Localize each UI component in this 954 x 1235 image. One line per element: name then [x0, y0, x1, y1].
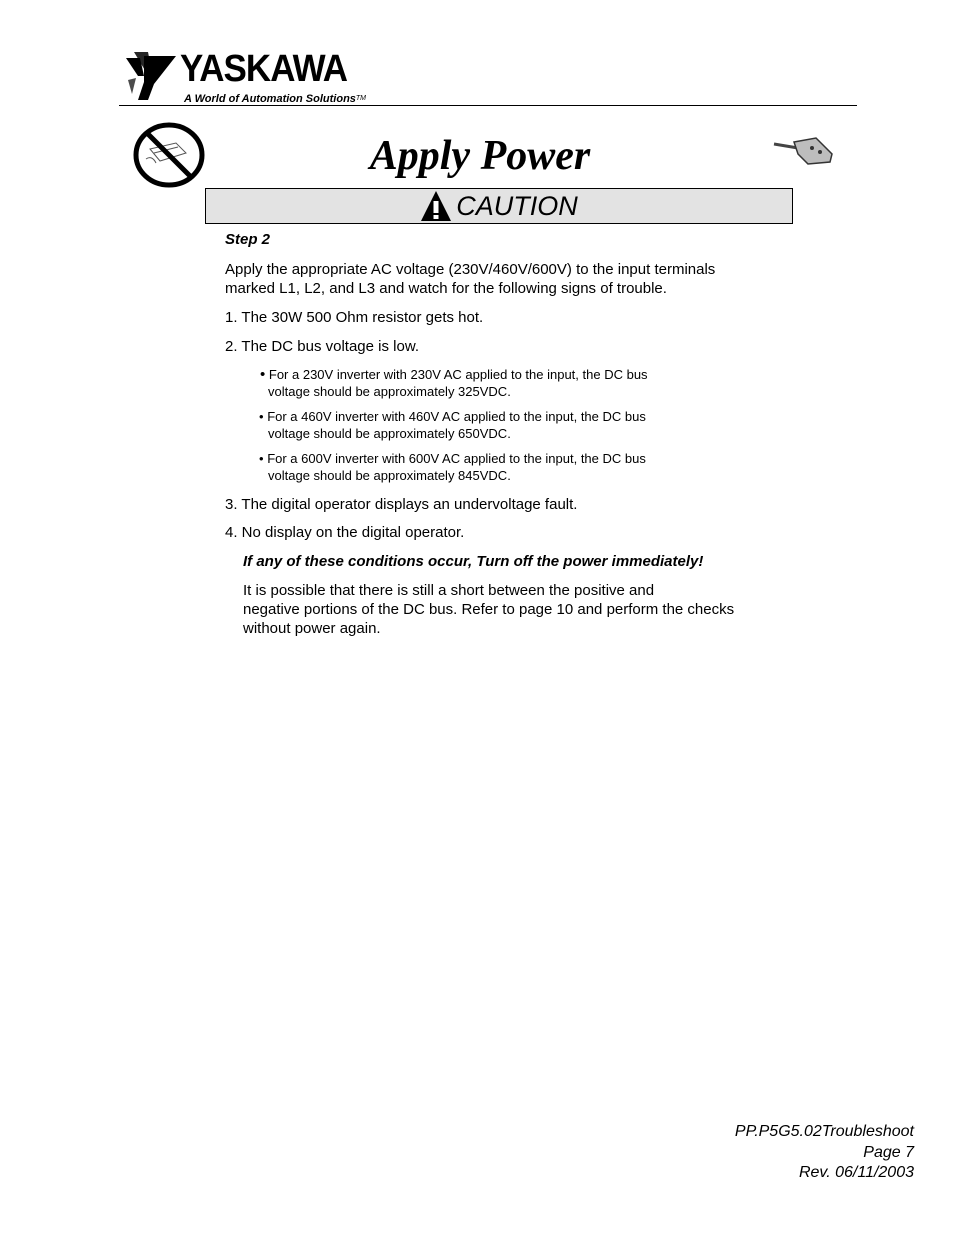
bullet-continuation: voltage should be approximately 650VDC. [268, 426, 511, 441]
warning-text: If any of these conditions occur, Turn off the power immediately! [243, 553, 704, 570]
bullet-continuation: voltage should be approximately 845VDC. [268, 468, 511, 483]
no-circle-icon [132, 121, 206, 189]
step-heading: Step 2 [225, 231, 271, 248]
brand-name: YASKAWA [180, 48, 348, 90]
bullet-continuation: voltage should be approximately 325VDC. [268, 384, 511, 399]
header-divider [119, 105, 857, 106]
list-item: 1. The 30W 500 Ohm resistor gets hot. [225, 309, 484, 326]
bullet-item [259, 450, 646, 467]
brand-tagline [184, 92, 366, 106]
bullet-mark: • [259, 409, 264, 424]
tagline-text: A World of Automation Solutions [184, 93, 356, 105]
note-line: without power again. [243, 620, 381, 637]
bullet-mark: • [259, 451, 264, 466]
yaskawa-logo-icon [124, 50, 180, 102]
intro-line: marked L1, L2, and L3 and watch for the following signs of trouble. [225, 280, 667, 297]
bullet-mark: • [260, 366, 266, 383]
bullet-text: For a 600V inverter with 600V AC applied to the input, the DC bus [267, 451, 646, 466]
note-line: negative portions of the DC bus. Refer to page 10 and perform the checks [243, 601, 735, 618]
bullet-text: For a 230V inverter with 230V AC applied to the input, the DC bus [268, 367, 648, 382]
list-item: 2. The DC bus voltage is low. [225, 338, 419, 355]
page-title: Apply Power [369, 133, 591, 179]
list-item: 4. No display on the digital operator. [225, 524, 465, 541]
warning-triangle-icon [420, 190, 452, 222]
list-item: 3. The digital operator displays an undervoltage fault. [225, 496, 578, 513]
bullet-item [259, 408, 646, 425]
intro-line: Apply the appropriate AC voltage (230V/460V/600V) to the input terminals [225, 261, 716, 278]
bullet-text: For a 460V inverter with 460V AC applied to the input, the DC bus [267, 409, 646, 424]
bullet-item [260, 366, 648, 383]
footer-revision: Rev. 06/11/2003 [798, 1164, 914, 1181]
caution-label: CAUTION [456, 191, 578, 221]
power-plug-icon [772, 134, 836, 172]
footer-doc-id: PP.P5G5.02Troubleshoot [734, 1123, 914, 1140]
trademark-mark: TM [355, 95, 367, 102]
footer-page-number: Page 7 [863, 1144, 914, 1161]
caution-banner [205, 188, 793, 224]
note-line: It is possible that there is still a short between the positive and [243, 582, 655, 599]
